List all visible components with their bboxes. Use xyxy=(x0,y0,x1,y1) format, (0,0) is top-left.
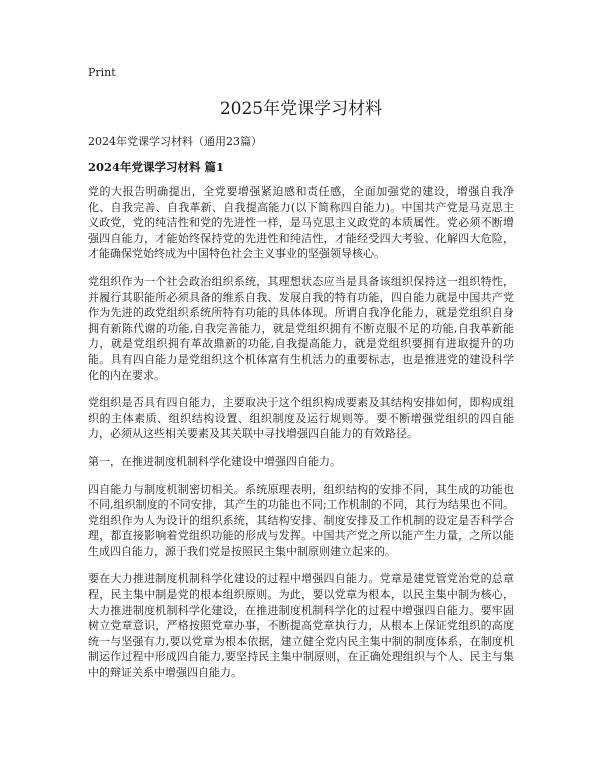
print-link[interactable]: Print xyxy=(88,66,116,79)
paragraph-3: 党组织是否具有四自能力，主要取决于这个组织构成要素及其结构安排如何，即构成组织的主体素质、组织结构设置、组织制度及运行规则等。要不断增强党组织的四自能力，必须从这些相关要素及其关联中寻找增强四自能力的有效路径。 xyxy=(88,396,514,441)
section-heading: 2024年党课学习材料 篇1 xyxy=(88,160,225,174)
document-page xyxy=(88,66,514,693)
paragraph-5: 四自能力与制度机制密切相关。系统原理表明，组织结构的安排不同，其生成的功能也不同,组织制度的不同安排，其产生的功能也不同;工作机制的不同，其行为结果也不同。党组织作为人为设计的组织系统，其结构安排、制度安排及工作机制的设定是否科学合理，都直接影响着党组织功能的形成与发挥。中国共产党之所以能产生力量，之所以能生成四自能力，源于我们党是按照民主集中制原则建立起来的。 xyxy=(88,482,514,558)
paragraph-1: 党的大报告明确提出，全党要增强紧迫感和责任感，全面加强党的建设，增强自我净化、自我完善、自我革新、自我提高能力(以下简称四自能力)。中国共产党是马克思主义政党，党的纯洁性和党的先进性一样，是马克思主义政党的本质属性。党必须不断增强四自能力，才能始终保持党的先进性和纯洁性，才能经受四大考验、化解四大危险，才能确保党始终成为中国特色社会主义事业的坚强领导核心。 xyxy=(88,185,514,261)
document-subtitle: 2024年党课学习材料（通用23篇） xyxy=(88,135,262,148)
paragraph-2: 党组织作为一个社会政治组织系统，其理想状态应当是具备该组织保持这一组织特性，并履行其职能所必须具备的维系自我、发展自我的特有功能，四自能力就是中国共产党作为先进的政党组织系统所特有功能的具体体现。所谓自我净化能力，就是党组织自身拥有新陈代谢的功能,自我完善能力，就是党组织拥有不断克服不足的功能,自我革新能力，就是党组织拥有革故鼎新的功能,自我提高能力，就是党组织要拥有进取提升的功能。具有四自能力是党组织这个机体富有生机活力的重要标志，也是推进党的建设科学化的内在要求。 xyxy=(88,274,514,382)
paragraph-4: 第一，在推进制度机制科学化建设中增强四自能力。 xyxy=(88,454,341,468)
paragraph-6: 要在大力推进制度机制科学化建设的过程中增强四自能力。党章是建党管党治党的总章程，民主集中制是党的根本组织原则。为此，要以党章为根本，以民主集中制为核心，大力推进制度机制科学化建设，在推进制度机制科学化的过程中增强四自能力。要牢固树立党章意识，严格按照党章办事，不断提高党章执行力，从根本上保证党组织的高度统一与坚强有力,要以党章为根本依据，建立健全党内民主集中制的制度体系，在制度机制运作过程中形成四自能力,要坚持民主集中制原则，在正确处理组织与个人、民主与集中的辩证关系中增强四自能力。 xyxy=(88,572,514,680)
document-title: 2025年党课学习材料 xyxy=(219,99,383,119)
